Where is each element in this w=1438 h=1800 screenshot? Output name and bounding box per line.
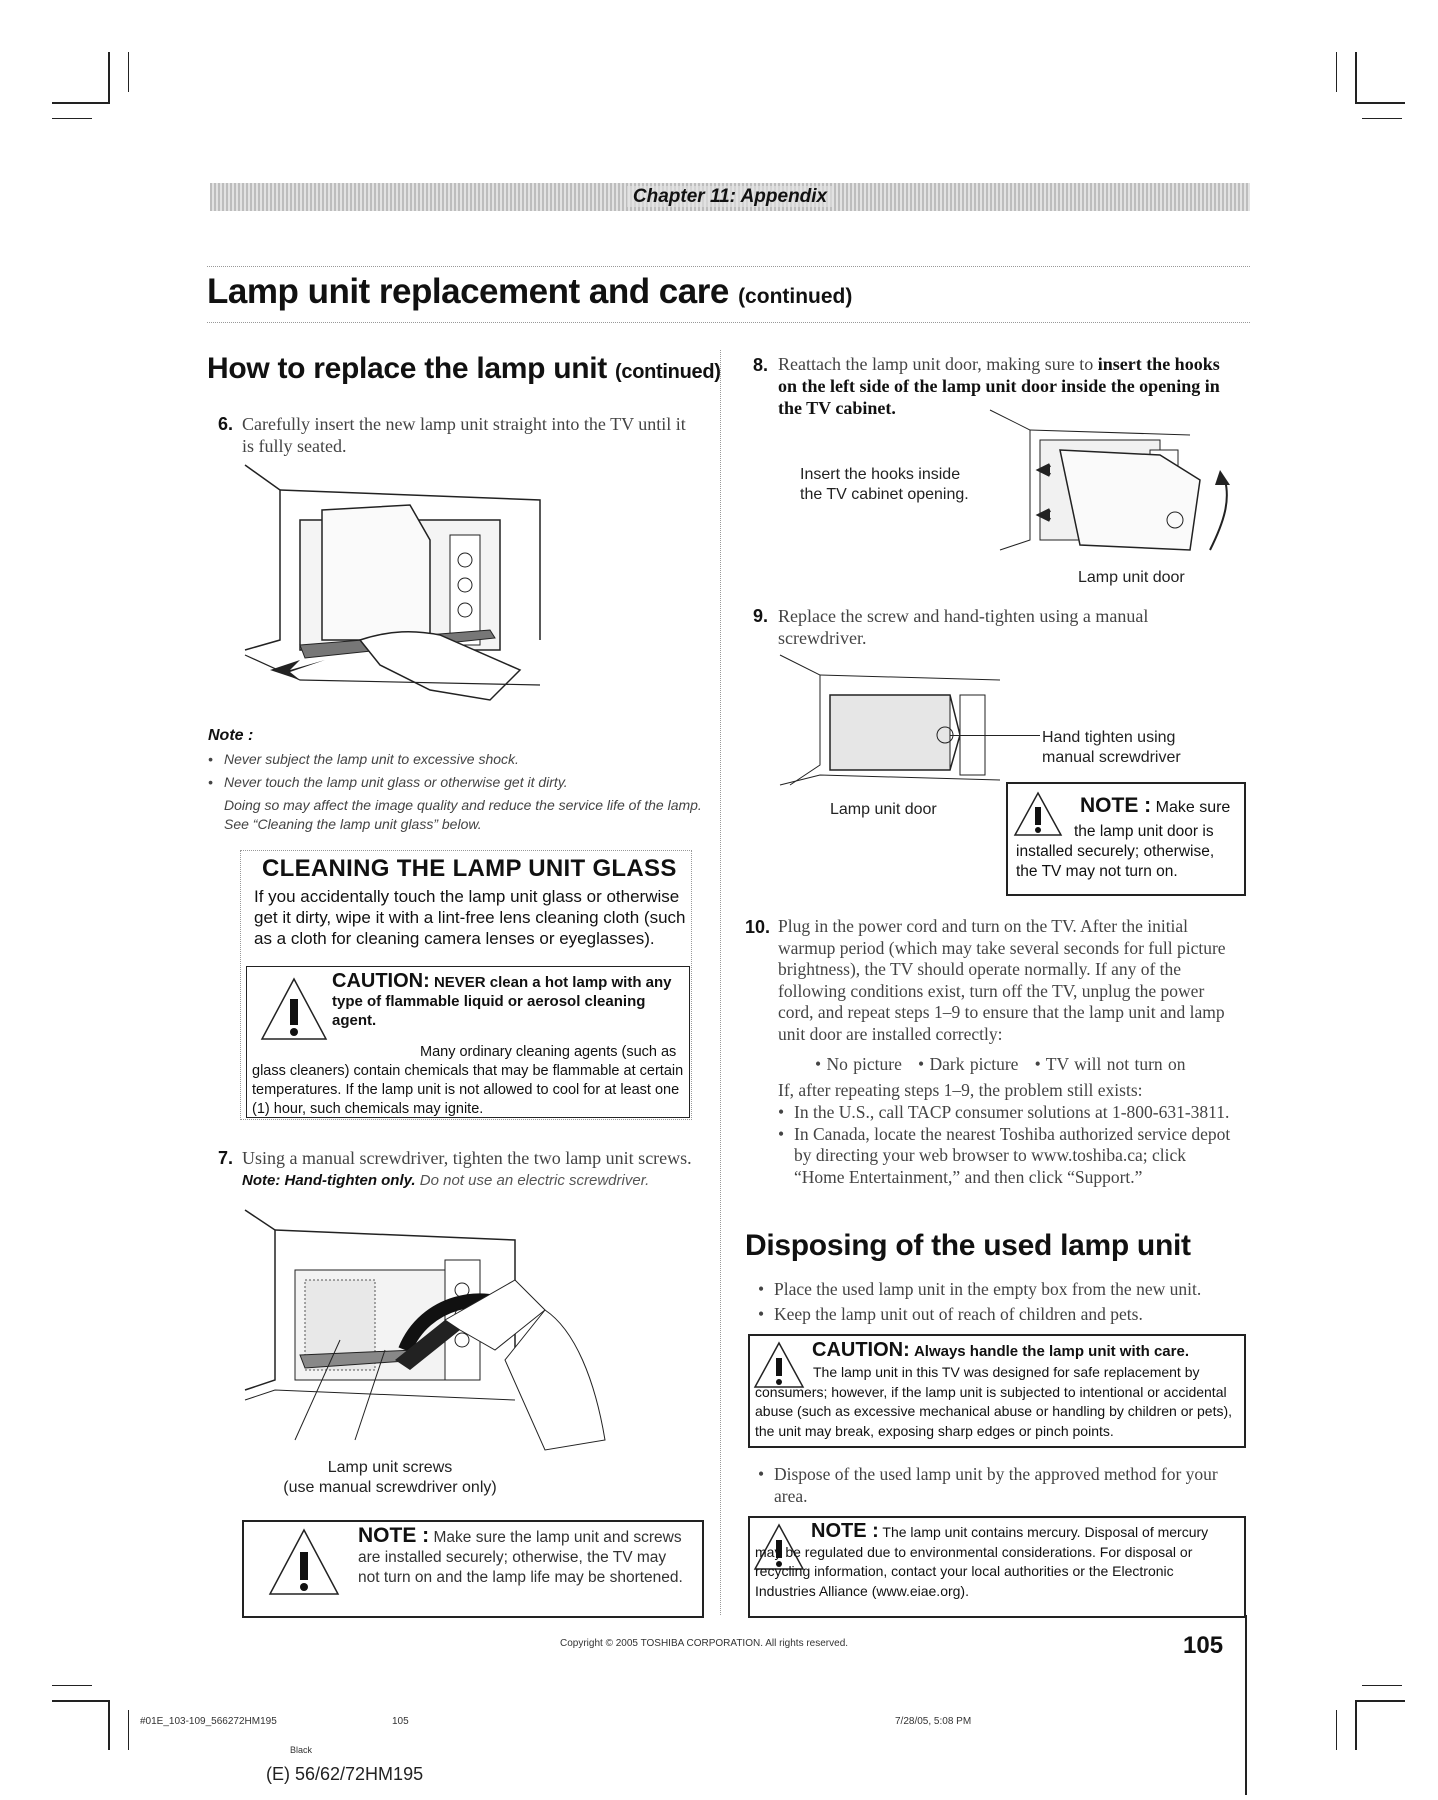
disposing-caution-label: CAUTION: <box>812 1339 910 1361</box>
note-label: Note : <box>208 727 254 744</box>
step-7-text: Using a manual screwdriver, tighten the two lamp unit screws. <box>242 1148 692 1168</box>
disposing-note-body: The lamp unit contains mercury. Disposal of mercury may be regulated due to environmental considerations. For disposal or recycling information, contact your local authorities or the Electronic Industries Alliance (www.eiae.org). <box>755 1524 1209 1599</box>
condition-item: • No picture <box>815 1054 902 1074</box>
page-title <box>207 272 852 312</box>
page-edge-rule <box>1245 1615 1247 1795</box>
step-10-number: 10. <box>745 917 771 937</box>
crop-mark <box>108 1700 110 1750</box>
caption-screws-line1: Lamp unit screws <box>327 1459 453 1476</box>
column-divider <box>720 350 721 1615</box>
caption-door-1: Lamp unit door <box>1078 569 1185 586</box>
footer-color: Black <box>290 1745 313 1755</box>
divider <box>207 322 1250 323</box>
caution-label: CAUTION: <box>332 970 430 992</box>
support-us: • In the U.S., call TACP consumer solutions at 1-800-631-3811. <box>778 1102 1238 1124</box>
note-item: • Never touch the lamp unit glass or otherwise get it dirty. <box>208 773 708 792</box>
step-9-text: Replace the screw and hand-tighten using a manual screwdriver. <box>778 606 1149 648</box>
crop-mark <box>1362 118 1402 119</box>
caution-bold: NEVER clean a hot lamp with any type of flammable liquid or aerosol cleaning agent. <box>332 974 672 1029</box>
footer-model: (E) 56/62/72HM195 <box>266 1764 424 1784</box>
caution-text-block <box>332 972 682 1030</box>
crop-mark <box>52 1685 92 1686</box>
note-box-left-body: Make sure the lamp unit and screws are installed securely; otherwise, the TV may not turn on and the lamp life may be shortened. <box>358 1529 683 1586</box>
caption-hooks <box>800 465 1020 505</box>
step-7-note-bold: Note: Hand-tighten only. <box>242 1172 416 1189</box>
cleaning-title: CLEANING THE LAMP UNIT GLASS <box>262 855 677 882</box>
crop-mark <box>1336 52 1337 92</box>
section-heading-suffix: (continued) <box>615 361 721 383</box>
disposing-caution-head <box>812 1339 1189 1362</box>
caption-door-2: Lamp unit door <box>830 801 937 818</box>
section-heading-text: How to replace the lamp unit <box>207 352 607 385</box>
conditions-row <box>815 1054 1186 1075</box>
crop-mark <box>1336 1710 1337 1750</box>
divider <box>207 266 1250 267</box>
note-list <box>208 750 708 792</box>
crop-mark <box>1355 102 1405 104</box>
disposing-list-2 <box>758 1463 1228 1507</box>
step-8-normal: Reattach the lamp unit door, making sure to <box>778 354 1094 374</box>
crop-mark <box>128 52 129 92</box>
support-canada: • In Canada, locate the nearest Toshiba authorized service depot by directing your web browser to www.toshiba.ca; click “Home Entertainment,” and then click “Support.” <box>778 1124 1238 1189</box>
step-10-text: Plug in the power cord and turn on the TV. After the initial warmup period (which may take several seconds for full picture brightness), the TV should operate normally. If any of the following conditions exist, turn off the TV, unplug the power cord, and repeat steps 1–9 to ensure that the lamp unit and lamp unit door are installed correctly: <box>778 916 1226 1044</box>
lamp-insert-illustration <box>240 460 570 730</box>
page-title-suffix: (continued) <box>738 285 853 308</box>
disposing-note-text <box>755 1522 1237 1601</box>
screw-pointer-line <box>950 735 1040 736</box>
step-7-number: 7. <box>218 1148 234 1168</box>
note-item: • Never subject the lamp unit to excessive shock. <box>208 750 708 769</box>
caption-hooks-line2: the TV cabinet opening. <box>800 486 969 503</box>
note-door-text2: the lamp unit door is installed securely; otherwise, the TV may not turn on. <box>1016 823 1215 880</box>
note-door-label: NOTE : <box>1080 794 1152 817</box>
step-7-note-text: Do not use an electric screwdriver. <box>419 1172 650 1189</box>
disposing-item: • Keep the lamp unit out of reach of children and pets. <box>758 1302 1238 1327</box>
caption-hooks-line1: Insert the hooks inside <box>800 466 961 483</box>
disposing-caution-body: The lamp unit in this TV was designed for safe replacement by consumers; however, if the lamp unit is subjected to intentional or accidental abuse (such as excessive mechanical abuse or handling by children or pets), the unit may break, exposing sharp edges or pinch points. <box>755 1364 1233 1439</box>
note-extra: Doing so may affect the image quality and reduce the service life of the lamp. See “Cleaning the lamp unit glass” below. <box>224 797 702 832</box>
door-hooks-illustration <box>990 410 1240 560</box>
crop-mark <box>52 102 110 104</box>
disposing-caution-bold: Always handle the lamp unit with care. <box>913 1343 1189 1360</box>
caption-hand <box>1042 728 1181 768</box>
crop-mark <box>1362 1685 1402 1686</box>
crop-mark <box>128 1710 129 1750</box>
note-door-text1: Make sure <box>1155 799 1231 816</box>
caption-hand-line1: Hand tighten using <box>1042 729 1176 746</box>
disposing-list <box>758 1277 1238 1327</box>
condition-item: • TV will not turn on <box>1034 1054 1186 1074</box>
cleaning-text: If you accidentally touch the lamp unit glass or otherwise get it dirty, wipe it with a lint-free lens cleaning cloth (such as a cloth for cleaning camera lenses or eyeglasses). <box>254 887 686 948</box>
step-7-note <box>242 1172 712 1189</box>
note-box-left-label: NOTE : <box>358 1524 430 1547</box>
chapter-title: Chapter 11: Appendix <box>627 186 833 207</box>
caption-hand-line2: manual screwdriver <box>1042 749 1181 766</box>
note-door-head <box>1080 794 1230 818</box>
support-list <box>778 1102 1238 1188</box>
screw-tighten-illustration <box>245 1200 625 1460</box>
crop-mark <box>52 118 92 119</box>
page-number: 105 <box>1183 1632 1224 1659</box>
chapter-header-bar <box>210 183 1250 211</box>
warning-icon <box>258 975 330 1045</box>
caption-screws-line2: (use manual screwdriver only) <box>283 1479 497 1496</box>
page-title-main: Lamp unit replacement and care <box>207 272 729 311</box>
crop-mark <box>1355 1700 1357 1750</box>
step-6-number: 6. <box>218 414 234 434</box>
door-screw-illustration <box>780 655 1030 795</box>
section-heading <box>207 352 721 386</box>
step-10-after: If, after repeating steps 1–9, the problem still exists: <box>778 1080 1143 1100</box>
disposing-note-label: NOTE : <box>811 1520 879 1542</box>
step-6-text: Carefully insert the new lamp unit straight into the TV until it is fully seated. <box>242 414 686 456</box>
footer-file-page: 105 <box>392 1716 409 1727</box>
disposing-item: • Dispose of the used lamp unit by the approved method for your area. <box>758 1463 1228 1507</box>
step-8-number: 8. <box>753 355 769 375</box>
crop-mark <box>108 52 110 102</box>
crop-mark <box>1355 52 1357 102</box>
warning-icon <box>266 1526 342 1600</box>
crop-mark <box>52 1700 110 1702</box>
caution-body: Many ordinary cleaning agents (such as glass cleaners) contain chemicals that may be flammable at certain temperatures. If the lamp unit is not allowed to cool for at least one (1) hour, such chemicals may ignite. <box>252 1044 684 1117</box>
step-9-number: 9. <box>753 606 769 626</box>
note-box-left-text <box>358 1526 690 1588</box>
condition-item: • Dark picture <box>917 1054 1019 1074</box>
footer-file: #01E_103-109_566272HM195 <box>140 1716 277 1727</box>
step-8-bold: insert the hooks on the left side of the lamp unit door inside the opening in the TV cabinet. <box>778 354 1220 418</box>
disposing-item: • Place the used lamp unit in the empty box from the new unit. <box>758 1277 1238 1302</box>
footer-date: 7/28/05, 5:08 PM <box>895 1716 972 1727</box>
copyright: Copyright © 2005 TOSHIBA CORPORATION. All rights reserved. <box>560 1638 849 1649</box>
crop-mark <box>1355 1700 1405 1702</box>
disposing-heading: Disposing of the used lamp unit <box>745 1229 1191 1262</box>
caption-screws <box>260 1458 520 1498</box>
